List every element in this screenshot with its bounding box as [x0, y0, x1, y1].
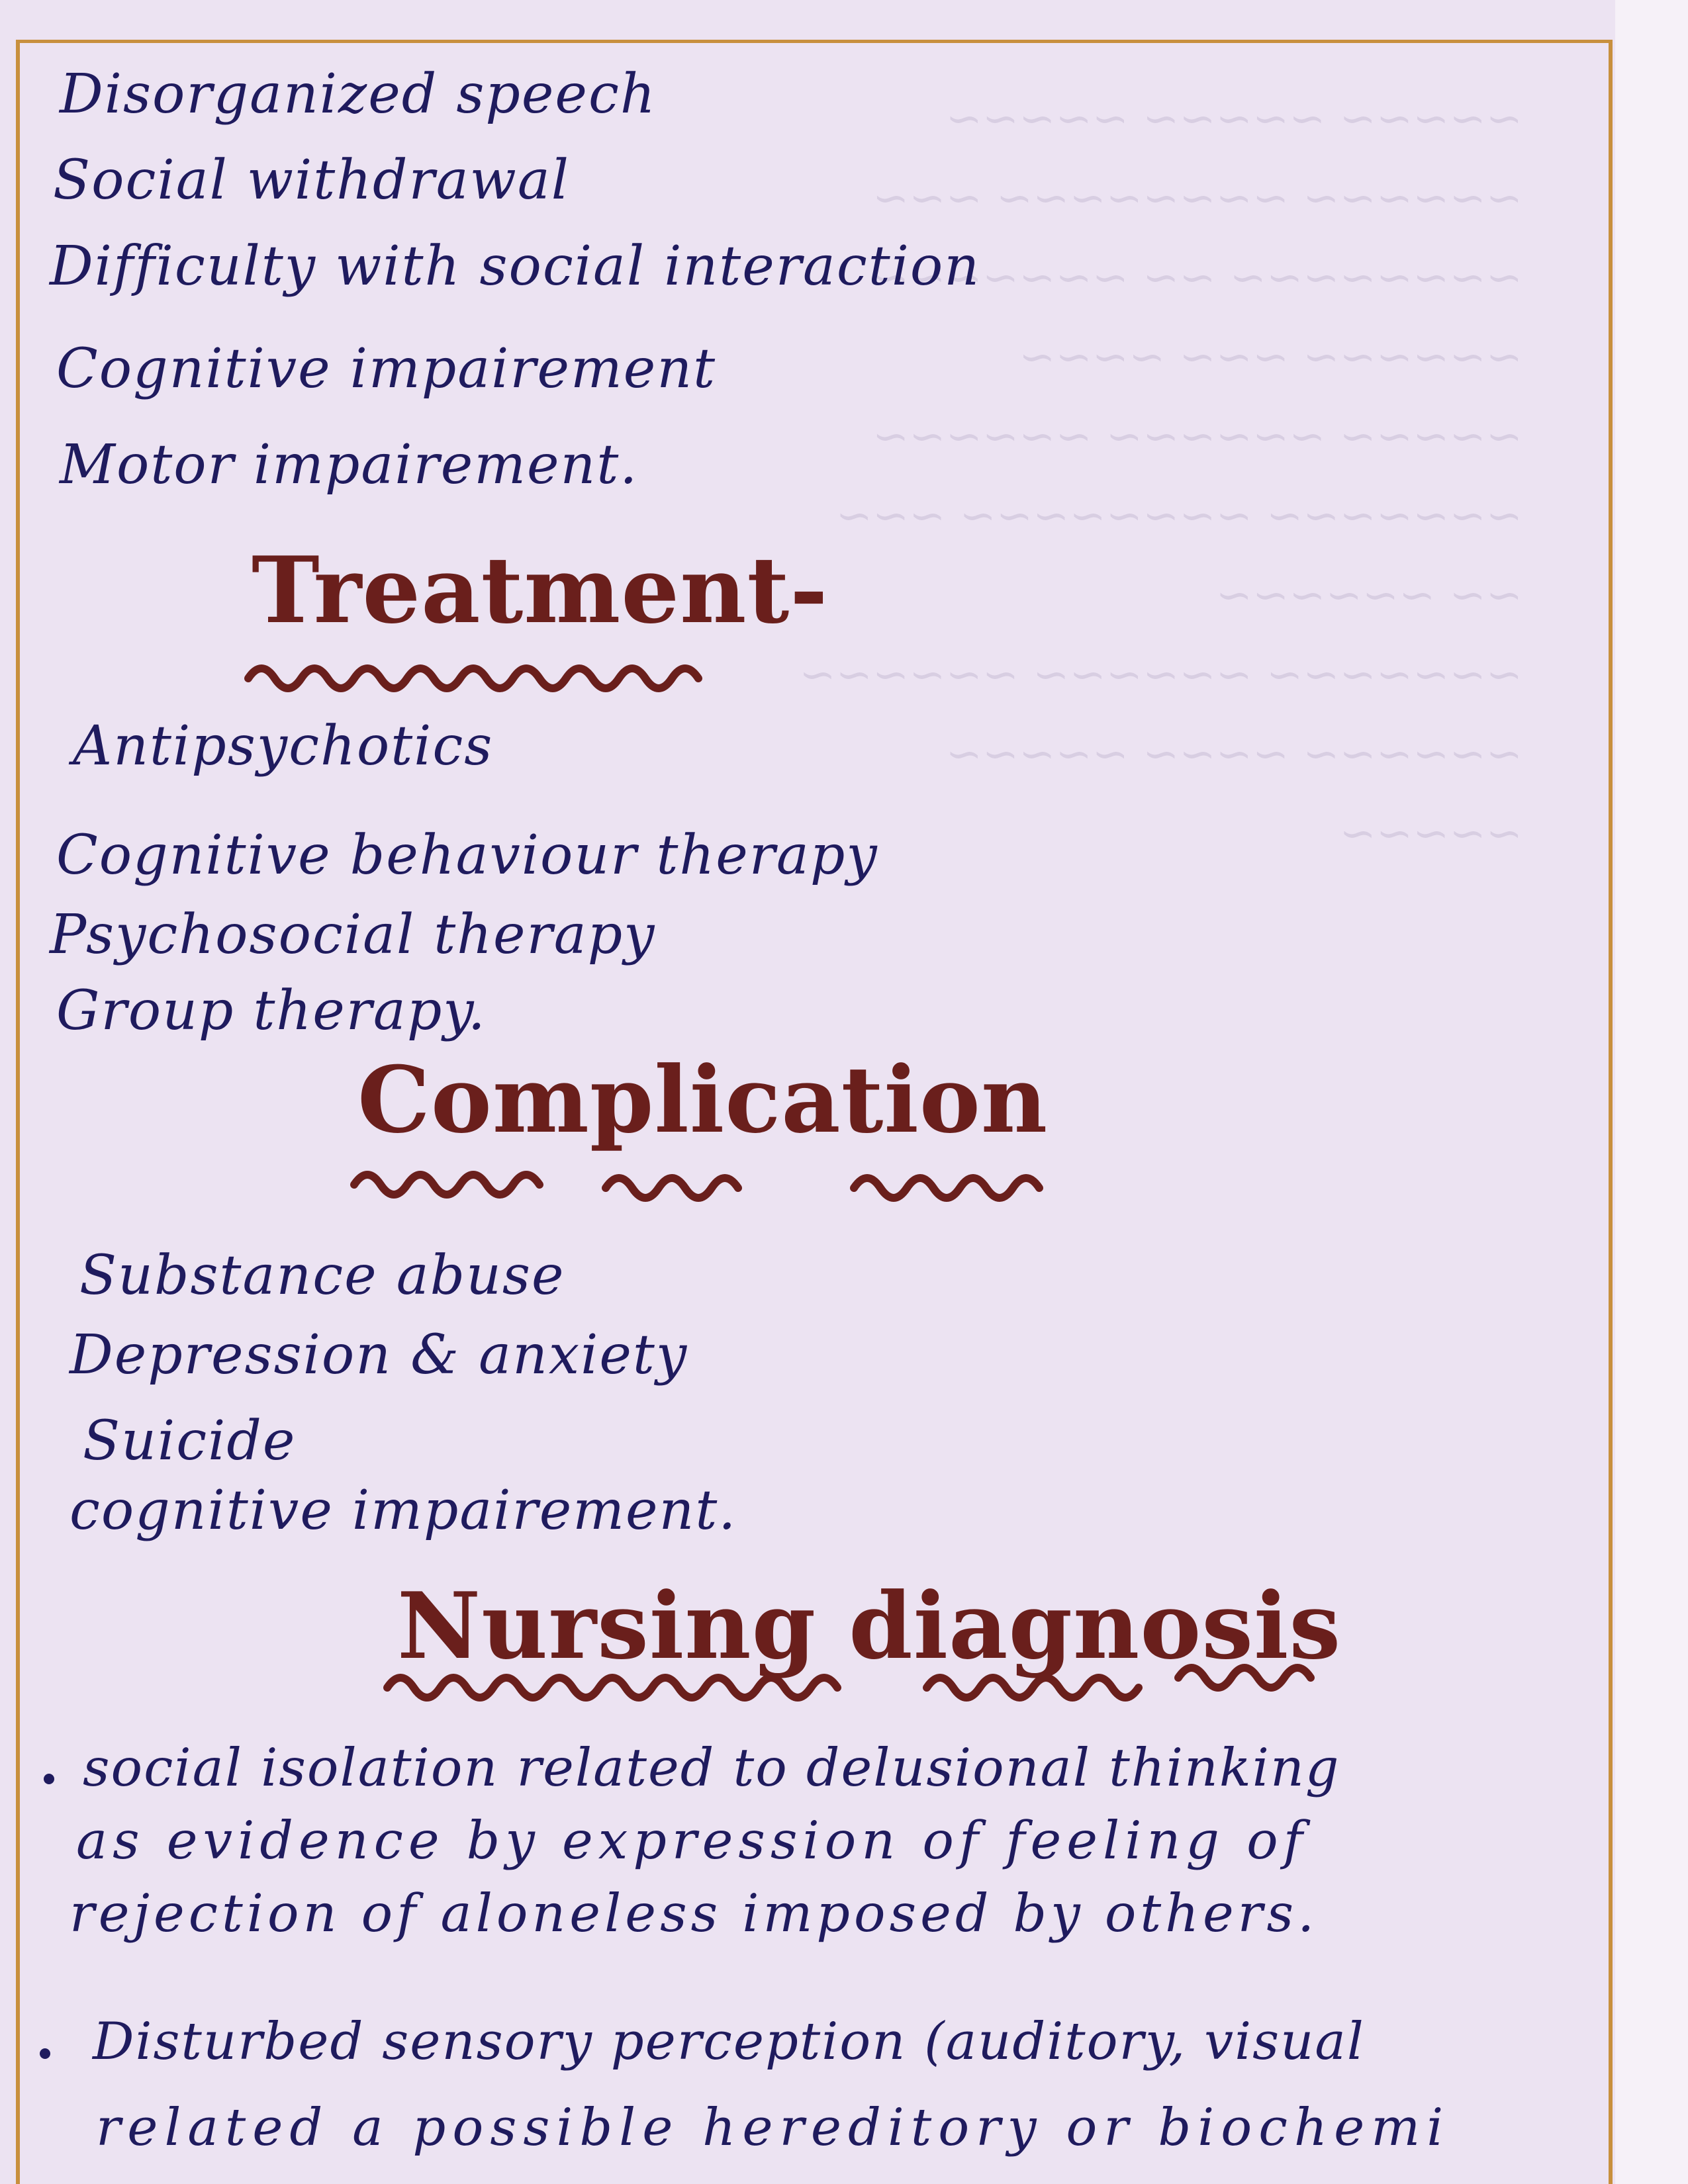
symptom-line: Social withdrawal [53, 149, 570, 212]
treatment-item: Cognitive behaviour therapy [56, 824, 878, 887]
complication-item: Suicide [83, 1410, 297, 1473]
complication-item: cognitive impairement. [70, 1479, 737, 1542]
symptom-line: Difficulty with social interaction [50, 235, 981, 298]
diagnosis-line: related a possible hereditory or biochemi [96, 2098, 1450, 2158]
treatment-item: Group therapy. [56, 979, 487, 1042]
page-border-right [1609, 40, 1613, 2184]
treatment-heading: Treatment- [252, 536, 829, 644]
diagnosis-line: social isolation related to delusional thinking [83, 1737, 1340, 1798]
treatment-item: Antipsychotics [73, 715, 494, 778]
bleed-through-text: ~~~~~ ~~~~~ ~~~~~ ~~~~~~ ~~~~~~~~ ~~~ ~~~~~~~~ ~~ ~~~~~~~ ~~~~~~ ~~~ ~~~~ ~~~~~ ~~~~~~ ~~~~~~ ~~~~~~~ ~~~~~~~~ ~~~ ~~ ~~~~~~ ~~~~~~~ ~~~~~~ ~~~~~~ ~~~~~~ ~~~~ ~~~~~ ~~~~~ [799, 93, 1523, 859]
page-border-top [16, 40, 1611, 43]
bullet-dot [40, 2048, 50, 2059]
complication-heading: Complication [357, 1046, 1049, 1154]
page-border-left [16, 40, 20, 2184]
diagnosis-line: rejection of aloneless imposed by others. [70, 1883, 1319, 1944]
treatment-item: Psychosocial therapy [50, 903, 656, 966]
diagnosis-line: Disturbed sensory perception (auditory, visual [93, 2012, 1365, 2071]
page-edge-shade [1615, 0, 1688, 2184]
treatment-underline [245, 652, 722, 698]
diagnosis-line: as evidence by expression of feeling of [76, 1810, 1308, 1871]
complication-item: Substance abuse [79, 1244, 565, 1307]
complication-item: Depression & anxiety [70, 1324, 688, 1387]
complication-underline [351, 1158, 1046, 1205]
bullet-dot [44, 1774, 54, 1784]
nursing-diagnosis-heading: Nursing diagnosis [397, 1572, 1342, 1680]
nursing-diagnosis-underline [384, 1655, 1324, 1707]
symptom-line: Cognitive impairement [56, 338, 717, 400]
symptom-line: Disorganized speech [60, 63, 657, 126]
symptom-line: Motor impairement. [60, 433, 639, 496]
